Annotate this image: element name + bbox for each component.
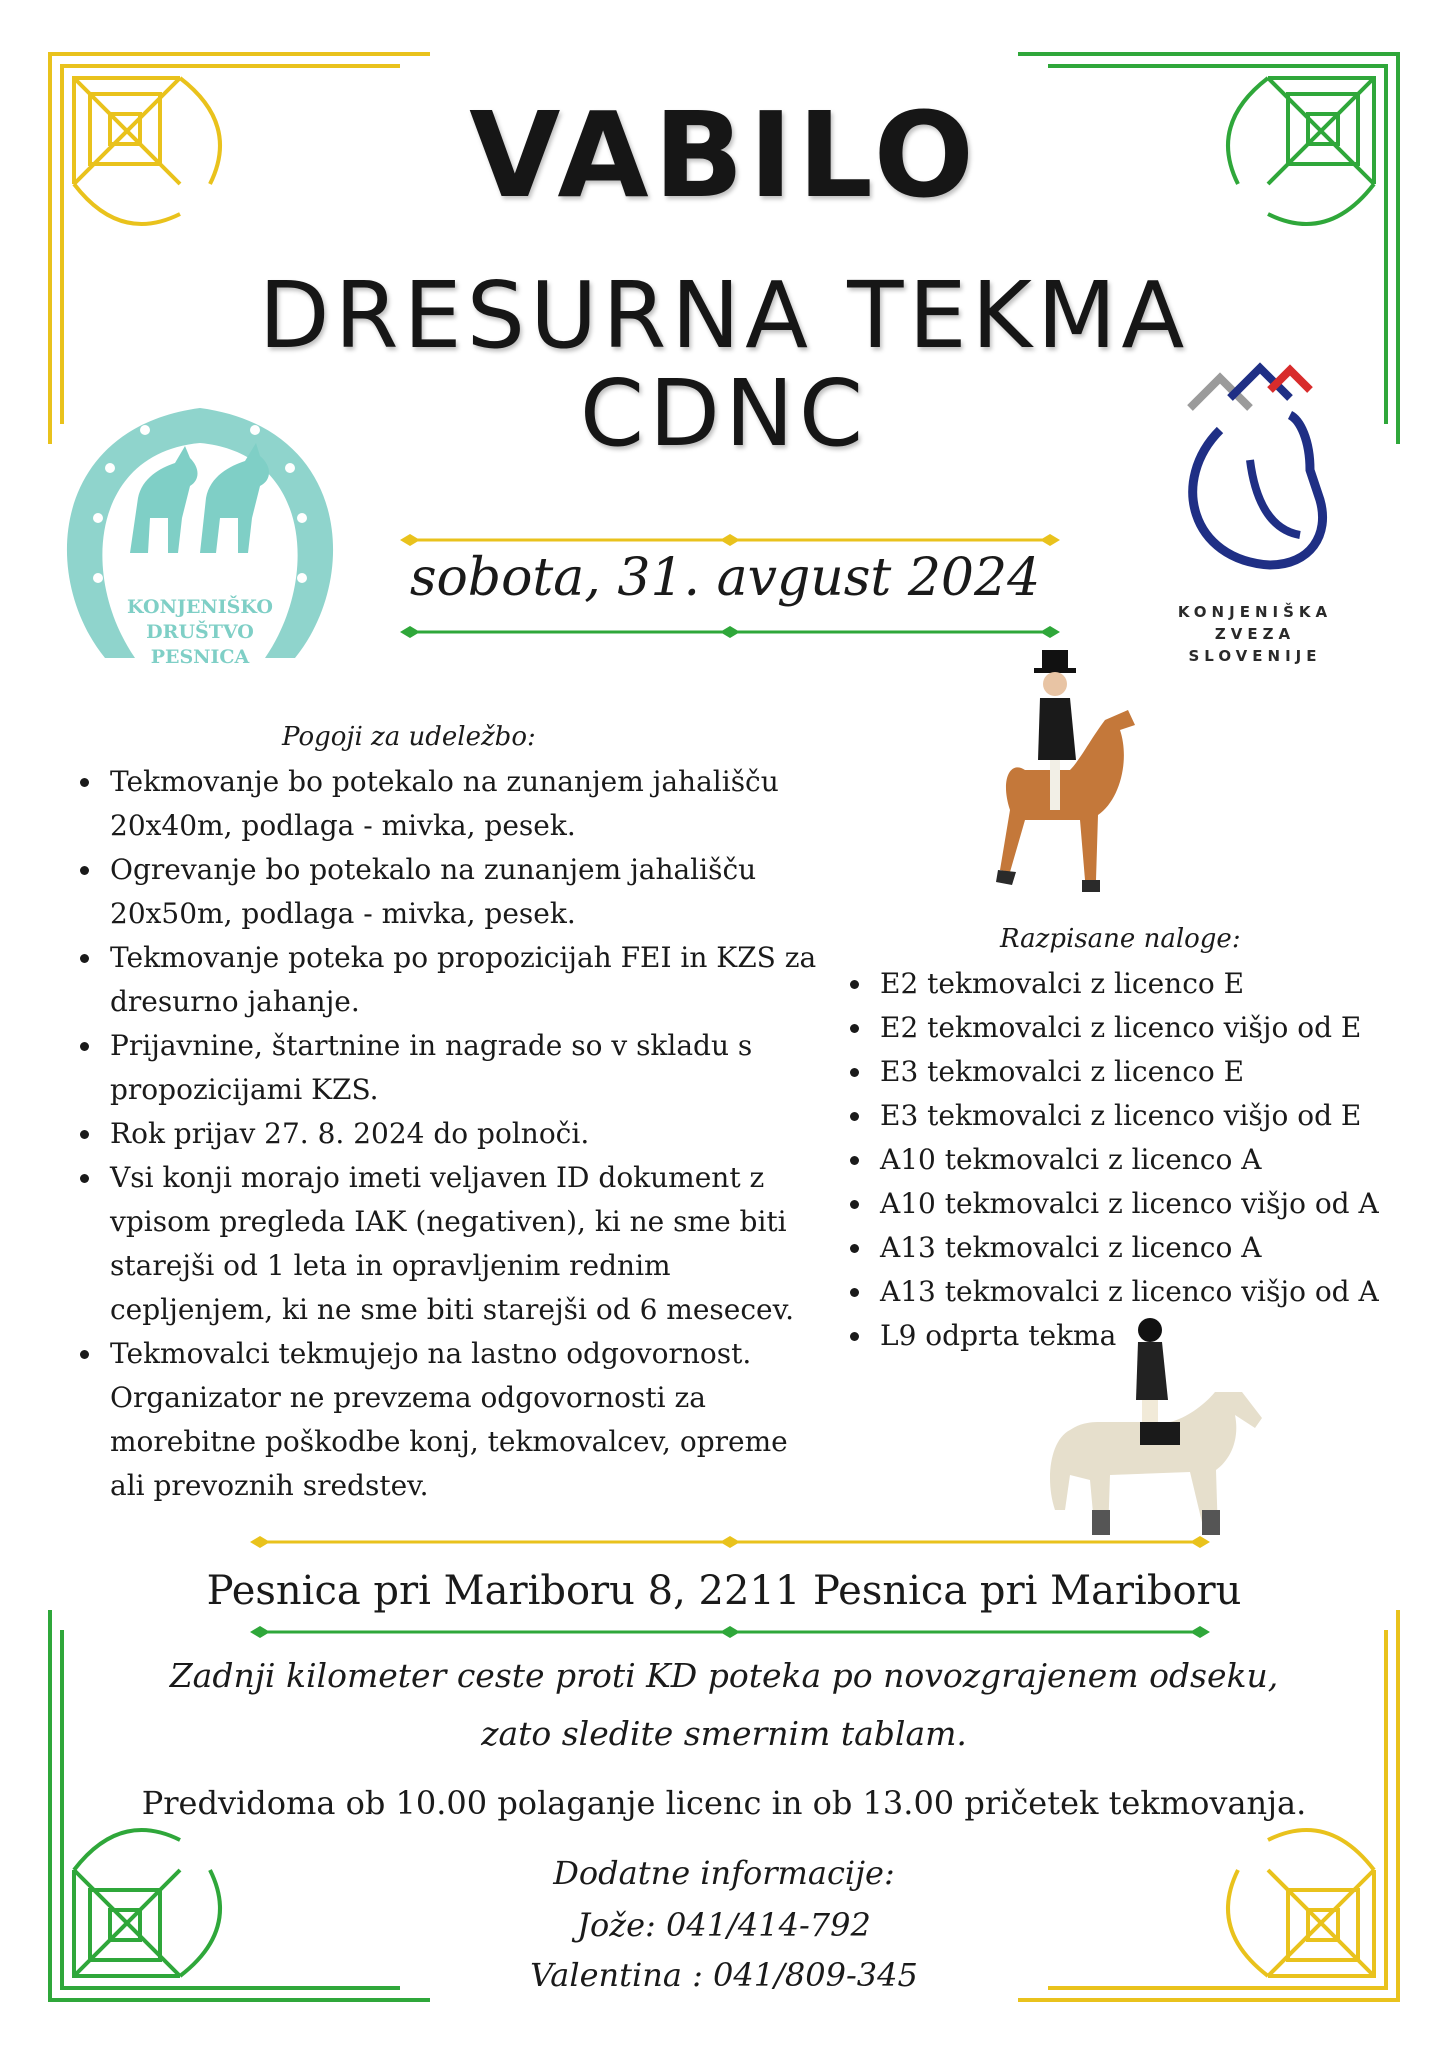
address-divider-bottom <box>250 1622 1210 1642</box>
task-item: • E3 tekmovalci z licenco višjo od E <box>874 1094 1394 1138</box>
conditions-heading: Pogoji za udeležbo: <box>282 722 536 752</box>
club-logo-line2: DRUŠTVO <box>146 621 254 643</box>
condition-item: • Tekmovalci tekmujejo na lastno odgovornost. Organizator ne prevzema odgovornosti za morebitne poškodbe konj, tekmovalcev, opreme ali prevoznih sredstev. <box>104 1332 824 1508</box>
event-address: Pesnica pri Mariboru 8, 2211 Pesnica pri Mariboru <box>206 1568 1242 1614</box>
contacts-heading: Dodatne informacije: <box>553 1854 895 1892</box>
condition-item: • Vsi konji morajo imeti veljaven ID dokument z vpisom pregleda IAK (negativen), ki ne sme biti starejši od 1 leta in opravljenim rednim cepljenjem, ki ne sme biti starejši od 6 mesecev. <box>104 1156 824 1332</box>
task-item: • E2 tekmovalci z licenco višjo od E <box>874 1006 1394 1050</box>
dressage-rider-illustration <box>970 650 1150 910</box>
task-item: • E3 tekmovalci z licenco E <box>874 1050 1394 1094</box>
page-title: VABILO <box>469 86 979 224</box>
club-logo <box>50 368 350 688</box>
task-item: • A13 tekmovalci z licenco višjo od A <box>874 1270 1394 1314</box>
conditions-list <box>72 760 824 1508</box>
task-item: • L9 odprta tekma <box>874 1314 1394 1358</box>
condition-item: • Rok prijav 27. 8. 2024 do polnoči. <box>104 1112 824 1156</box>
event-title: DRESURNA TEKMA <box>258 262 1190 369</box>
event-category: CDNC <box>579 360 869 467</box>
directions-note-line1: Zadnji kilometer ceste proti KD poteka po novozgrajenem odseku, <box>169 1656 1279 1695</box>
club-logo-line1: KONJENIŠKO <box>127 596 273 618</box>
tasks-list <box>842 962 1394 1358</box>
second-rider-illustration <box>1030 1310 1270 1550</box>
club-logo-line3: PESNICA <box>150 646 250 668</box>
condition-item: • Tekmovanje poteka po propozicijah FEI in KZS za dresurno jahanje. <box>104 936 824 1024</box>
condition-item: • Ogrevanje bo potekalo na zunanjem jahališču 20x50m, podlaga - mivka, pesek. <box>104 848 824 936</box>
contact-joze: Jože: 041/414-792 <box>577 1906 871 1944</box>
task-item: • A13 tekmovalci z licenco A <box>874 1226 1394 1270</box>
date-divider-top <box>400 530 1060 550</box>
condition-item: • Tekmovanje bo potekalo na zunanjem jahališču 20x40m, podlaga - mivka, pesek. <box>104 760 824 848</box>
federation-logo <box>1160 360 1350 580</box>
two-horses-icon <box>130 443 269 553</box>
federation-logo-line1: KONJENIŠKA <box>1177 603 1333 621</box>
contact-valentina: Valentina : 041/809-345 <box>530 1956 918 1994</box>
task-item: • A10 tekmovalci z licenco višjo od A <box>874 1182 1394 1226</box>
directions-note-line2: zato sledite smernim tablam. <box>481 1714 967 1753</box>
condition-item: • Prijavnine, štartnine in nagrade so v skladu s propozicijami KZS. <box>104 1024 824 1112</box>
event-date: sobota, 31. avgust 2024 <box>409 548 1041 608</box>
tasks-heading: Razpisane naloge: <box>1000 924 1241 954</box>
task-item: • E2 tekmovalci z licenco E <box>874 962 1394 1006</box>
date-divider-bottom <box>400 622 1060 642</box>
address-divider-top <box>250 1532 1210 1552</box>
federation-logo-line3: SLOVENIJE <box>1188 647 1322 665</box>
federation-logo-line2: ZVEZA <box>1214 625 1296 643</box>
schedule-text: Predvidoma ob 10.00 polaganje licenc in ob 13.00 pričetek tekmovanja. <box>141 1784 1307 1822</box>
task-item: • A10 tekmovalci z licenco A <box>874 1138 1394 1182</box>
